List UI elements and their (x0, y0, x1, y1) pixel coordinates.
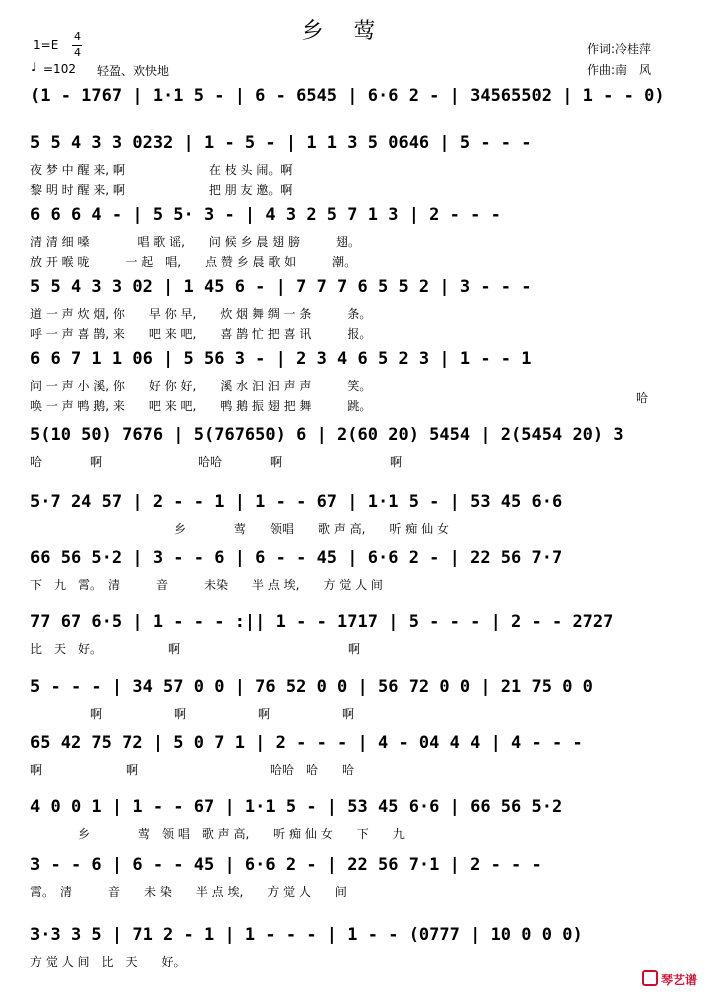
lyric-line: 问 一 声 小 溪, 你 好 你 好, 溪 水 汩 汩 声 声 笑。 (30, 379, 372, 393)
notation-line: 77 67 6·5 | 1 - - - :|| 1 - - 1717 | 5 - - - | 2 - - 2727 (30, 612, 614, 632)
song-title: 乡莺 (301, 19, 406, 44)
lyric-line: 唤 一 声 鸭 鹅, 来 吧 来 吧, 鸭 鹅 振 翅 把 舞 跳。 (30, 399, 372, 413)
lyric-line: 道 一 声 炊 烟, 你 早 你 早, 炊 烟 舞 绸 一 条 条。 (30, 307, 372, 321)
notation-line: 6 6 6 4 - | 5 5· 3 - | 4 3 2 5 7 1 3 | 2 - - - (30, 205, 501, 225)
tempo-marking: =102 (43, 62, 76, 76)
notation-line: 6 6 7 1 1 06 | 5 56 3 - | 2 3 4 6 5 2 3 | 1 - - 1 (30, 349, 532, 369)
lyric-line: 清 清 细 嗓 唱 歌 谣, 问 候 乡 晨 翅 膀 翅。 (30, 235, 360, 249)
key-signature: 1=E (33, 38, 59, 52)
lyric-line: 比 天 好。 啊 啊 (30, 642, 361, 656)
aside-lyric: 哈 (636, 391, 649, 405)
time-signature-top: 4 (74, 30, 81, 43)
notation-line: 5 5 4 3 3 02 | 1 45 6 - | 7 7 7 6 5 5 2 | 3 - - - (30, 277, 532, 297)
notation-line: 5 5 4 3 3 0232 | 1 - 5 - | 1 1 3 5 0646 | 5 - - - (30, 133, 532, 153)
lyricist-credit: 作词:冷桂萍 (587, 42, 652, 56)
notation-line: 66 56 5·2 | 3 - - 6 | 6 - - 45 | 6·6 2 - | 22 56 7·7 (30, 548, 563, 568)
notation-line: 4 0 0 1 | 1 - - 67 | 1·1 5 - | 53 45 6·6 | 66 56 5·2 (30, 797, 563, 817)
composer-credit: 作曲:南 风 (587, 63, 652, 77)
lyric-line: 啊 啊 啊 啊 (30, 707, 355, 721)
notation-line: 3·3 3 5 | 71 2 - 1 | 1 - - - | 1 - - (0777 | 10 0 0 0) (30, 925, 583, 945)
lyric-line: 下 九 霄。 清 音 未染 半 点 埃, 方 觉 人 间 (30, 578, 383, 592)
notation-line: 3 - - 6 | 6 - - 45 | 6·6 2 - | 22 56 7·1 | 2 - - - (30, 855, 542, 875)
time-signature-bottom: 4 (74, 46, 81, 59)
lyric-line: 方 觉 人 间 比 天 好。 (30, 955, 186, 969)
lyric-line: 乡 莺 领唱 歌 声 高, 听 痴 仙 女 (30, 522, 449, 536)
notation-line: 5(10 50) 7676 | 5(767650) 6 | 2(60 20) 5454 | 2(5454 20) 3 (30, 425, 624, 445)
lyric-line: 呼 一 声 喜 鹊, 来 吧 来 吧, 喜 鹊 忙 把 喜 讯 报。 (30, 327, 372, 341)
notation-line: 5·7 24 57 | 2 - - 1 | 1 - - 67 | 1·1 5 - | 53 45 6·6 (30, 492, 563, 512)
lyric-line: 哈 啊 哈哈 啊 啊 (30, 455, 403, 469)
lyric-line: 霄。 清 音 未 染 半 点 埃, 方 觉 人 间 (30, 885, 347, 899)
lyric-line: 黎 明 时 醒 来, 啊 把 朋 友 邀。啊 (30, 183, 293, 197)
watermark (642, 970, 697, 988)
logo-icon (642, 970, 658, 986)
quarter-note-icon: ♩ (31, 60, 37, 74)
expression-marking: 轻盈、欢快地 (97, 64, 170, 78)
notation-line: 65 42 75 72 | 5 0 7 1 | 2 - - - | 4 - 04 4 4 | 4 - - - (30, 733, 583, 753)
watermark-text: 琴艺谱 (660, 973, 697, 987)
notation-line: (1 - 1767 | 1·1 5 - | 6 - 6545 | 6·6 2 - | 34565502 | 1 - - 0) (30, 86, 665, 106)
lyric-line: 乡 莺 领 唱 歌 声 高, 听 痴 仙 女 下 九 (30, 827, 405, 841)
lyric-line: 啊 啊 哈哈 哈 哈 (30, 763, 355, 777)
notation-line: 5 - - - | 34 57 0 0 | 76 52 0 0 | 56 72 0 0 | 21 75 0 0 (30, 677, 593, 697)
lyric-line: 夜 梦 中 醒 来, 啊 在 枝 头 闹。啊 (30, 163, 293, 177)
lyric-line: 放 开 喉 咙 一 起 唱, 点 赞 乡 晨 歌 如 潮。 (30, 255, 357, 269)
